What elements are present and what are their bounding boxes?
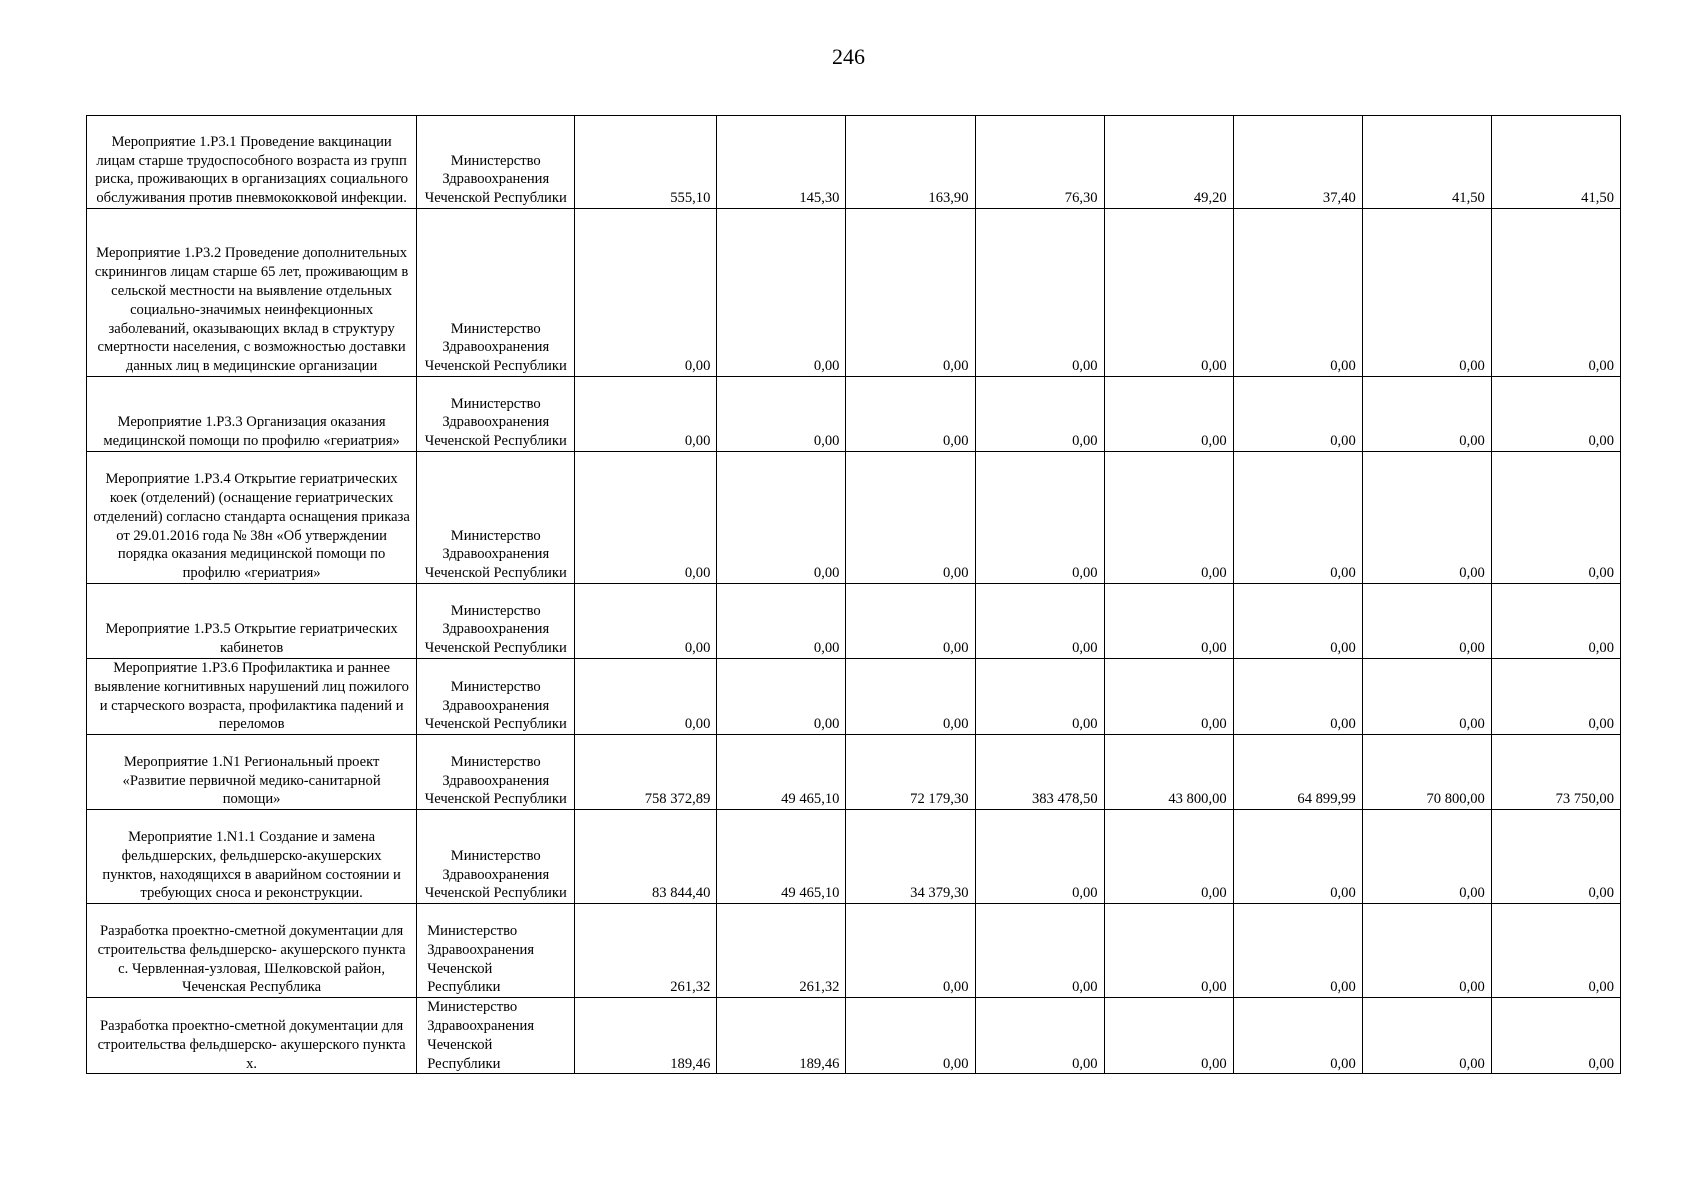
value-cell: 555,10 <box>575 116 717 209</box>
value-cell: 0,00 <box>975 584 1104 659</box>
executor-cell: Министерство Здравоохранения Чеченской Республики <box>417 584 575 659</box>
value-cell: 0,00 <box>1362 209 1491 377</box>
value-cell: 0,00 <box>1362 584 1491 659</box>
value-cell: 83 844,40 <box>575 810 717 904</box>
value-cell: 0,00 <box>1233 998 1362 1074</box>
activity-name-cell: Мероприятие 1.Р3.3 Организация оказания медицинской помощи по профилю «гериатрия» <box>87 377 417 452</box>
value-cell: 0,00 <box>575 584 717 659</box>
value-cell: 0,00 <box>846 659 975 735</box>
value-cell: 76,30 <box>975 116 1104 209</box>
value-cell: 0,00 <box>846 904 975 998</box>
value-cell: 37,40 <box>1233 116 1362 209</box>
value-cell: 0,00 <box>1104 904 1233 998</box>
value-cell: 0,00 <box>1104 810 1233 904</box>
value-cell: 758 372,89 <box>575 735 717 810</box>
table-row <box>87 209 1621 377</box>
value-cell: 49,20 <box>1104 116 1233 209</box>
value-cell: 0,00 <box>975 998 1104 1074</box>
value-cell: 0,00 <box>1362 998 1491 1074</box>
executor-cell: Министерство Здравоохранения Чеченской Республики <box>417 810 575 904</box>
value-cell: 49 465,10 <box>717 810 846 904</box>
value-cell: 0,00 <box>1233 904 1362 998</box>
activity-name-cell: Разработка проектно-сметной документации для строительства фельдшерско- акушерского пункта х. <box>87 998 417 1074</box>
table-row <box>87 659 1621 735</box>
value-cell: 0,00 <box>1491 209 1620 377</box>
budget-table <box>86 115 1621 1074</box>
value-cell: 383 478,50 <box>975 735 1104 810</box>
value-cell: 0,00 <box>1491 377 1620 452</box>
value-cell: 0,00 <box>846 209 975 377</box>
value-cell: 0,00 <box>1362 377 1491 452</box>
table-row <box>87 735 1621 810</box>
value-cell: 0,00 <box>1362 452 1491 584</box>
activity-name-cell: Мероприятие 1.Р3.6 Профилактика и раннее выявление когнитивных нарушений лиц пожилого и старческого возраста, профилактика падений и переломов <box>87 659 417 735</box>
value-cell: 0,00 <box>1491 659 1620 735</box>
table-row <box>87 377 1621 452</box>
value-cell: 0,00 <box>1233 810 1362 904</box>
value-cell: 0,00 <box>1233 377 1362 452</box>
value-cell: 72 179,30 <box>846 735 975 810</box>
value-cell: 0,00 <box>575 659 717 735</box>
value-cell: 0,00 <box>975 452 1104 584</box>
value-cell: 0,00 <box>1104 452 1233 584</box>
value-cell: 0,00 <box>1104 659 1233 735</box>
executor-cell: Министерство Здравоохранения Чеченской Республики <box>417 452 575 584</box>
value-cell: 0,00 <box>975 377 1104 452</box>
value-cell: 189,46 <box>575 998 717 1074</box>
value-cell: 0,00 <box>1491 998 1620 1074</box>
executor-cell: Министерство Здравоохранения Чеченской Республики <box>417 659 575 735</box>
value-cell: 0,00 <box>717 452 846 584</box>
value-cell: 0,00 <box>1362 659 1491 735</box>
value-cell: 0,00 <box>717 209 846 377</box>
table-row <box>87 584 1621 659</box>
value-cell: 0,00 <box>975 209 1104 377</box>
table-row <box>87 452 1621 584</box>
activity-name-cell: Разработка проектно-сметной документации для строительства фельдшерско- акушерского пункта с. Червленная-узловая, Шелковской район, Чеченская Республика <box>87 904 417 998</box>
table-row <box>87 116 1621 209</box>
value-cell: 34 379,30 <box>846 810 975 904</box>
value-cell: 0,00 <box>846 584 975 659</box>
value-cell: 43 800,00 <box>1104 735 1233 810</box>
activity-name-cell: Мероприятие 1.Р3.1 Проведение вакцинации лицам старше трудоспособного возраста из групп риска, проживающих в организациях социального обслуживания против пневмококковой инфекции. <box>87 116 417 209</box>
value-cell: 261,32 <box>717 904 846 998</box>
value-cell: 0,00 <box>1104 209 1233 377</box>
value-cell: 0,00 <box>717 659 846 735</box>
activity-name-cell: Мероприятие 1.N1 Региональный проект «Развитие первичной медико-санитарной помощи» <box>87 735 417 810</box>
executor-cell: Министерство Здравоохранения Чеченской Республики <box>417 904 575 998</box>
value-cell: 64 899,99 <box>1233 735 1362 810</box>
value-cell: 0,00 <box>1362 810 1491 904</box>
value-cell: 0,00 <box>575 209 717 377</box>
value-cell: 41,50 <box>1362 116 1491 209</box>
executor-cell: Министерство Здравоохранения Чеченской Республики <box>417 377 575 452</box>
value-cell: 0,00 <box>846 998 975 1074</box>
table-row <box>87 904 1621 998</box>
value-cell: 0,00 <box>1491 452 1620 584</box>
value-cell: 70 800,00 <box>1362 735 1491 810</box>
value-cell: 0,00 <box>575 452 717 584</box>
value-cell: 0,00 <box>717 584 846 659</box>
value-cell: 0,00 <box>846 452 975 584</box>
value-cell: 0,00 <box>1233 452 1362 584</box>
value-cell: 0,00 <box>717 377 846 452</box>
value-cell: 0,00 <box>1362 904 1491 998</box>
activity-name-cell: Мероприятие 1.N1.1 Создание и замена фельдшерских, фельдшерско-акушерских пунктов, находящихся в аварийном состоянии и требующих сноса и реконструкции. <box>87 810 417 904</box>
value-cell: 0,00 <box>1491 904 1620 998</box>
value-cell: 0,00 <box>1233 659 1362 735</box>
value-cell: 0,00 <box>846 377 975 452</box>
value-cell: 145,30 <box>717 116 846 209</box>
value-cell: 163,90 <box>846 116 975 209</box>
value-cell: 0,00 <box>1104 584 1233 659</box>
activity-name-cell: Мероприятие 1.Р3.4 Открытие гериатрических коек (отделений) (оснащение гериатрических отделений) согласно стандарта оснащения приказа от 29.01.2016 года № 38н «Об утверждении порядка оказания медицинской помощи по профилю «гериатрия» <box>87 452 417 584</box>
value-cell: 0,00 <box>1491 584 1620 659</box>
activity-name-cell: Мероприятие 1.Р3.5 Открытие гериатрических кабинетов <box>87 584 417 659</box>
table-body <box>87 116 1621 1074</box>
executor-cell: Министерство Здравоохранения Чеченской Республики <box>417 735 575 810</box>
value-cell: 0,00 <box>575 377 717 452</box>
executor-cell: Министерство Здравоохранения Чеченской Республики <box>417 209 575 377</box>
executor-cell: Министерство Здравоохранения Чеченской Республики <box>417 116 575 209</box>
value-cell: 0,00 <box>1233 584 1362 659</box>
table-row <box>87 810 1621 904</box>
value-cell: 0,00 <box>1104 998 1233 1074</box>
value-cell: 0,00 <box>975 904 1104 998</box>
value-cell: 0,00 <box>1104 377 1233 452</box>
value-cell: 41,50 <box>1491 116 1620 209</box>
value-cell: 49 465,10 <box>717 735 846 810</box>
value-cell: 0,00 <box>1491 810 1620 904</box>
activity-name-cell: Мероприятие 1.Р3.2 Проведение дополнительных скринингов лицам старше 65 лет, проживающим в сельской местности на выявление отдельных социально-значимых неинфекционных заболеваний, оказывающих вклад в структуру смертности населения, с возможностью доставки данных лиц в медицинские организации <box>87 209 417 377</box>
value-cell: 73 750,00 <box>1491 735 1620 810</box>
table-row <box>87 998 1621 1074</box>
page-number: 246 <box>832 44 865 69</box>
value-cell: 189,46 <box>717 998 846 1074</box>
value-cell: 0,00 <box>975 659 1104 735</box>
executor-cell: Министерство Здравоохранения Чеченской Республики <box>417 998 575 1074</box>
value-cell: 0,00 <box>1233 209 1362 377</box>
value-cell: 261,32 <box>575 904 717 998</box>
value-cell: 0,00 <box>975 810 1104 904</box>
